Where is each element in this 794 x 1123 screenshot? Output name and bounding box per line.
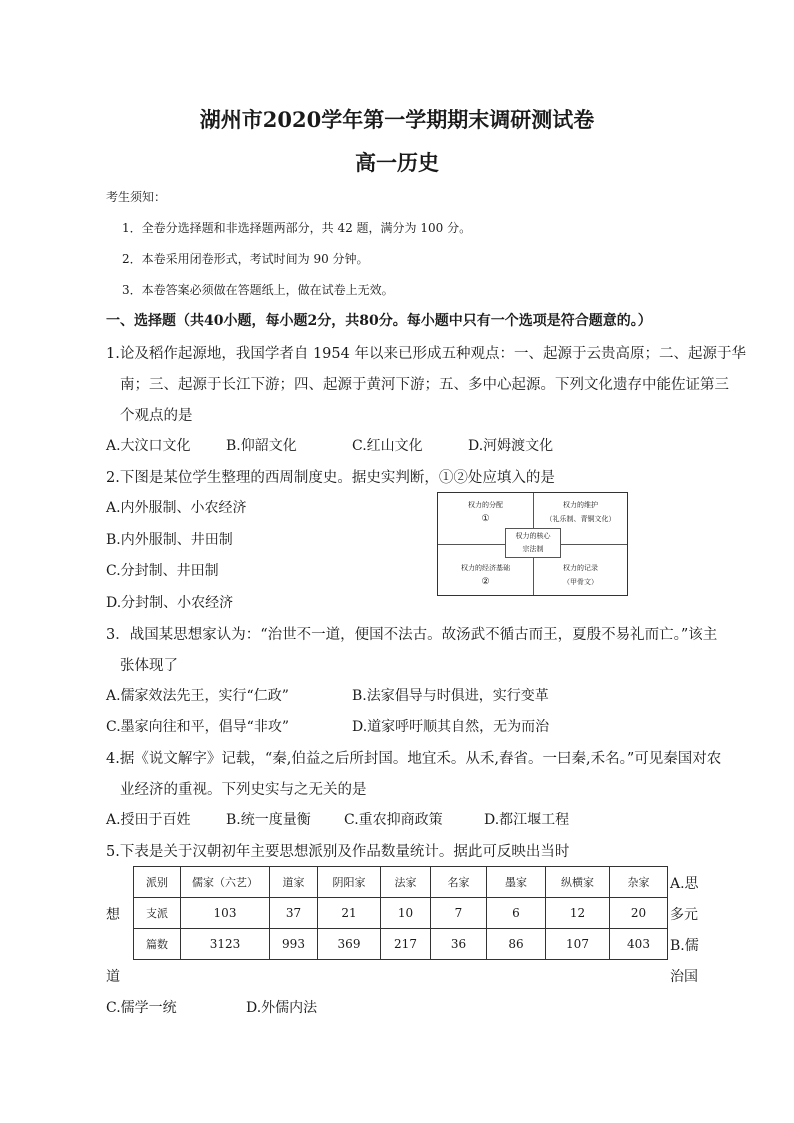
table-cell: 道家 — [270, 867, 318, 898]
diagram-cell-distribution — [438, 498, 533, 526]
question-5-option-a: A.思 — [670, 876, 699, 892]
question-5-wrap-left: 想 — [106, 907, 120, 923]
diagram-cell-detail: （甲骨文） — [563, 578, 598, 586]
table-cell: 墨家 — [487, 867, 546, 898]
table-row — [134, 867, 668, 898]
table-cell: 107 — [546, 929, 610, 960]
question-3-line: 张体现了 — [120, 658, 178, 674]
table-cell: 217 — [381, 929, 431, 960]
diagram-cell-title: 权力的经济基础 — [461, 564, 510, 572]
diagram-cell-economic-base — [438, 561, 533, 589]
diagram-cell-title: 权力的分配 — [468, 501, 503, 509]
question-1-option-b: B.仰韶文化 — [226, 438, 297, 454]
table-cell: 派别 — [134, 867, 181, 898]
notice-item: 2．本卷采用闭卷形式，考试时间为 90 分钟。 — [122, 252, 369, 266]
diagram-cell-blank: ① — [481, 514, 490, 524]
table-cell: 37 — [270, 898, 318, 929]
question-5-option-b-cont: 治国 — [670, 969, 698, 985]
question-5-option-a-cont: 多元 — [670, 907, 698, 923]
question-2-option-b: B.内外服制、井田制 — [106, 532, 233, 548]
notice-item: 3．本卷答案必须做在答题纸上，做在试卷上无效。 — [122, 283, 394, 297]
question-3-option-d: D.道家呼吁顺其自然，无为而治 — [352, 719, 550, 735]
question-1-option-a: A.大汶口文化 — [106, 438, 191, 454]
question-5-option-c: C.儒学一统 — [106, 1000, 177, 1016]
table-cell: 12 — [546, 898, 610, 929]
question-4-option-d: D.都江堰工程 — [484, 812, 570, 828]
question-4-line: 4.据《说文解字》记载，“秦,伯益之后所封国。地宜禾。从禾,舂省。一曰秦,禾名。”可见秦国对农 — [106, 751, 722, 767]
diagram-core-value: 宗法制 — [522, 545, 544, 553]
question-3-line: 3．战国某思想家认为：“治世不一道，便国不法古。故汤武不循古而王，夏殷不易礼而亡。”该主 — [106, 627, 718, 643]
table-cell: 6 — [487, 898, 546, 929]
diagram-core-title: 权力的核心 — [515, 532, 551, 540]
table-cell: 名家 — [431, 867, 487, 898]
question-2-option-d: D.分封制、小农经济 — [106, 595, 234, 611]
table-row — [134, 929, 668, 960]
table-cell: 20 — [610, 898, 668, 929]
question-2-option-c: C.分封制、井田制 — [106, 563, 219, 579]
notice-heading: 考生须知： — [106, 190, 167, 204]
exam-title: 湖州市2020学年第一学期期末调研测试卷 — [199, 107, 595, 132]
school-of-thought-table — [133, 866, 668, 960]
table-cell: 阴阳家 — [318, 867, 381, 898]
zhou-institution-diagram — [437, 492, 628, 596]
question-4-option-b: B.统一度量衡 — [226, 812, 311, 828]
diagram-cell-detail: （礼乐制、青铜文化） — [545, 515, 616, 523]
table-cell: 杂家 — [610, 867, 668, 898]
table-cell: 36 — [431, 929, 487, 960]
question-1-line: 南；三、起源于长江下游；四、起源于黄河下游；五、多中心起源。下列文化遗存中能佐证第三 — [120, 377, 729, 393]
question-3-option-a: A.儒家效法先王，实行“仁政” — [106, 688, 289, 704]
table-cell: 103 — [181, 898, 270, 929]
question-4-option-a: A.授田于百姓 — [106, 812, 191, 828]
question-1-line: 1.论及稻作起源地，我国学者自 1954 年以来已形成五种观点：一、起源于云贵高原；二、起源于华 — [106, 346, 746, 362]
question-2-stem: 2.下图是某位学生整理的西周制度史。据史实判断，①②处应填入的是 — [106, 470, 555, 486]
diagram-cell-maintenance — [534, 498, 627, 526]
question-5-option-d: D.外儒内法 — [246, 1000, 318, 1016]
table-cell: 篇数 — [134, 929, 181, 960]
diagram-cell-records — [534, 561, 627, 589]
question-1-line: 个观点的是 — [120, 408, 193, 424]
table-cell: 7 — [431, 898, 487, 929]
question-1-option-c: C.红山文化 — [352, 438, 423, 454]
diagram-core-box — [505, 528, 561, 558]
table-cell: 403 — [610, 929, 668, 960]
question-3-option-c: C.墨家向往和平，倡导“非攻” — [106, 719, 289, 735]
section-heading: 一、选择题（共40小题，每小题2分，共80分。每小题中只有一个选项是符合题意的。） — [106, 313, 652, 329]
table-cell: 纵横家 — [546, 867, 610, 898]
question-5-option-b: B.儒 — [670, 938, 699, 954]
table-row — [134, 898, 668, 929]
exam-subtitle: 高一历史 — [355, 150, 439, 175]
diagram-cell-title: 权力的维护 — [563, 501, 598, 509]
table-cell: 儒家（六艺） — [181, 867, 270, 898]
table-cell: 21 — [318, 898, 381, 929]
table-cell: 10 — [381, 898, 431, 929]
question-4-line: 业经济的重视。下列史实与之无关的是 — [120, 782, 367, 798]
question-5-wrap-left: 道 — [106, 969, 120, 985]
table-cell: 法家 — [381, 867, 431, 898]
notice-item: 1．全卷分选择题和非选择题两部分，共 42 题，满分为 100 分。 — [122, 221, 472, 235]
question-1-option-d: D.河姆渡文化 — [468, 438, 554, 454]
table-cell: 支派 — [134, 898, 181, 929]
table-cell: 3123 — [181, 929, 270, 960]
question-2-option-a: A.内外服制、小农经济 — [106, 500, 247, 516]
table-cell: 993 — [270, 929, 318, 960]
question-5-stem: 5.下表是关于汉朝初年主要思想派别及作品数量统计。据此可反映出当时 — [106, 844, 570, 860]
table-cell: 369 — [318, 929, 381, 960]
diagram-cell-blank: ② — [481, 577, 490, 587]
question-4-option-c: C.重农抑商政策 — [344, 812, 443, 828]
question-3-option-b: B.法家倡导与时俱进，实行变革 — [352, 688, 549, 704]
table-cell: 86 — [487, 929, 546, 960]
diagram-cell-title: 权力的记录 — [563, 564, 598, 572]
